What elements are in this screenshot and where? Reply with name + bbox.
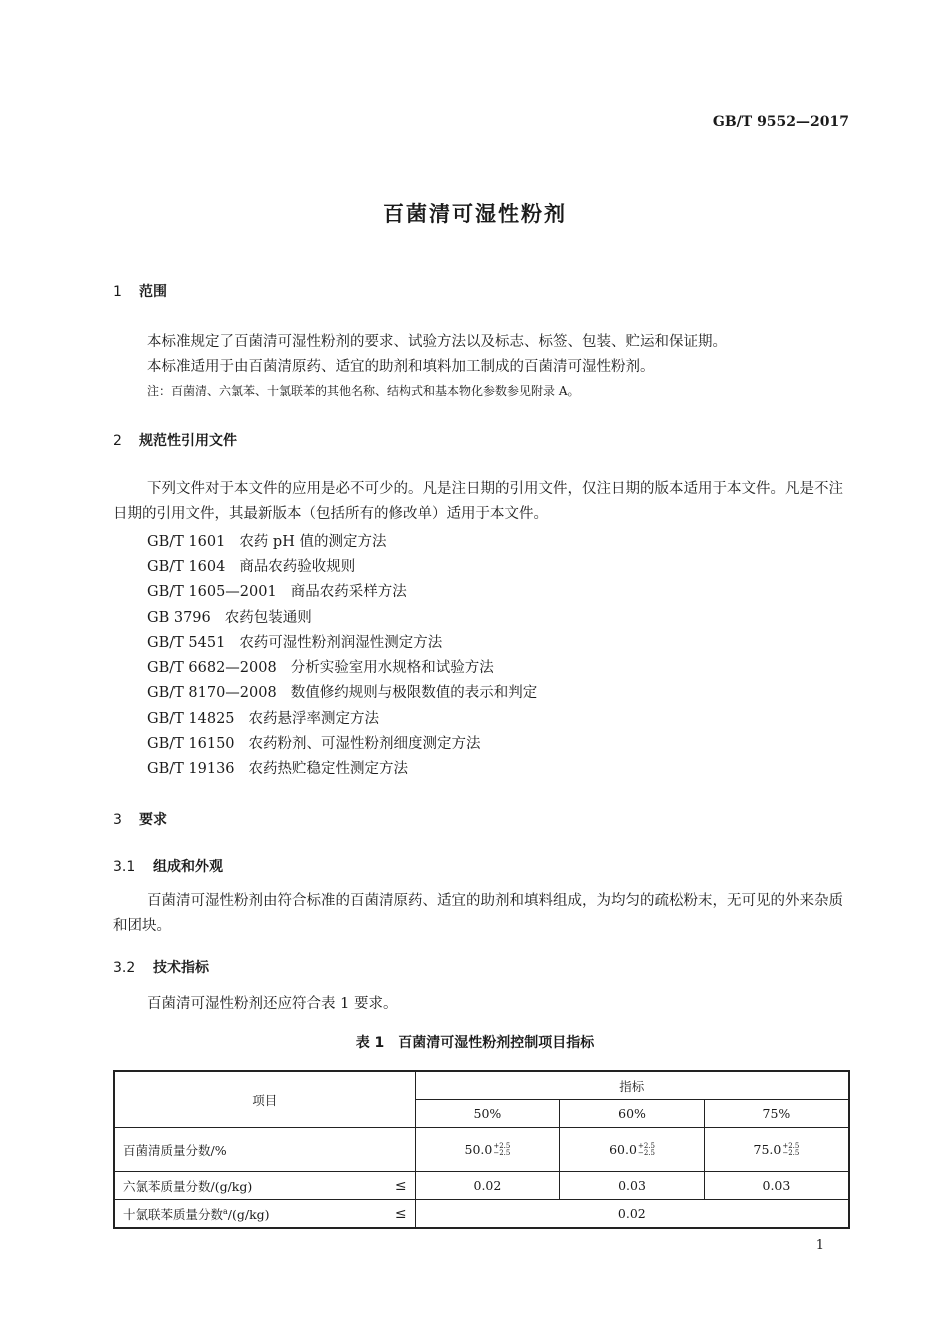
scope-note: 注：百菌清、六氯苯、十氯联苯的其他名称、结构式和基本物化参数参见附录 A。 xyxy=(147,384,580,398)
document-title: 百菌清可湿性粉剂 xyxy=(383,202,567,226)
reference-item: GB/T 19136 农药热贮稳定性测定方法 xyxy=(147,761,409,777)
footnote-marker: a xyxy=(223,1206,228,1216)
header-item: 项目 xyxy=(114,1071,415,1128)
table-cell-merged: 0.02 xyxy=(415,1200,849,1229)
table-cell: 50.0+2.5 −2.5 xyxy=(415,1128,560,1172)
composition-paragraph: 百菌清可湿性粉剂由符合标准的百菌清原药、适宜的助剂和填料组成，为均匀的疏松粉末，无可见的外来杂质和团块。 xyxy=(113,893,843,934)
reference-item: GB/T 16150 农药粉剂、可湿性粉剂细度测定方法 xyxy=(147,736,481,752)
subsection-title: 组成和外观 xyxy=(153,859,223,875)
tolerance: +2.5 −2.5 xyxy=(493,1142,511,1158)
tolerance: +2.5 −2.5 xyxy=(782,1142,800,1158)
subsection-title: 技术指标 xyxy=(153,960,209,976)
section-2-heading xyxy=(113,430,237,450)
reference-item: GB/T 14825 农药悬浮率测定方法 xyxy=(147,711,380,727)
table-row xyxy=(114,1128,849,1172)
subsection-3-2-heading xyxy=(113,957,209,977)
spec-table xyxy=(113,1070,850,1229)
scope-paragraph-1: 本标准规定了百菌清可湿性粉剂的要求、试验方法以及标志、标签、包装、贮运和保证期。 xyxy=(147,334,727,350)
section-number: 3 xyxy=(113,812,122,828)
header-60: 60% xyxy=(560,1100,705,1128)
le-symbol: ≤ xyxy=(394,1177,407,1194)
subsection-number: 3.2 xyxy=(113,960,136,976)
reference-item: GB/T 6682—2008 分析实验室用水规格和试验方法 xyxy=(147,660,494,676)
header-50: 50% xyxy=(415,1100,560,1128)
table-cell: 0.03 xyxy=(560,1172,705,1200)
reference-item: GB/T 1605—2001 商品农药采样方法 xyxy=(147,584,407,600)
section-number: 2 xyxy=(113,433,122,449)
section-number: 1 xyxy=(113,284,122,300)
section-title: 要求 xyxy=(139,812,167,828)
reference-item: GB 3796 农药包装通则 xyxy=(147,610,312,626)
section-title: 范围 xyxy=(139,284,167,300)
subsection-number: 3.1 xyxy=(113,859,136,875)
header-index: 指标 xyxy=(415,1071,849,1100)
section-1-heading xyxy=(113,281,167,301)
table-cell: 75.0+2.5 −2.5 xyxy=(704,1128,849,1172)
scope-paragraph-2: 本标准适用于由百菌清原药、适宜的助剂和填料加工制成的百菌清可湿性粉剂。 xyxy=(147,359,655,375)
standard-code: GB/T 9552—2017 xyxy=(712,114,849,130)
table-cell: 60.0+2.5 −2.5 xyxy=(560,1128,705,1172)
reference-item: GB/T 1601 农药 pH 值的测定方法 xyxy=(147,534,387,550)
table-row xyxy=(114,1200,849,1229)
row-item: 十氯联苯质量分数$^a$/(g/kg) ≤ xyxy=(114,1200,415,1229)
table-header-row xyxy=(114,1071,849,1100)
tolerance: +2.5 −2.5 xyxy=(637,1142,655,1158)
table-row xyxy=(114,1172,849,1200)
subsection-3-1-heading xyxy=(113,856,223,876)
row-item: 百菌清质量分数/% xyxy=(114,1128,415,1172)
reference-item: GB/T 1604 商品农药验收规则 xyxy=(147,559,356,575)
section-3-heading xyxy=(113,809,167,829)
technical-index-paragraph: 百菌清可湿性粉剂还应符合表 1 要求。 xyxy=(147,996,398,1012)
header-75: 75% xyxy=(704,1100,849,1128)
page-number: 1 xyxy=(815,1238,824,1253)
table-cell: 0.02 xyxy=(415,1172,560,1200)
le-symbol: ≤ xyxy=(394,1205,407,1222)
table-cell: 0.03 xyxy=(704,1172,849,1200)
reference-item: GB/T 5451 农药可湿性粉剂润湿性测定方法 xyxy=(147,635,443,651)
section-title: 规范性引用文件 xyxy=(139,433,237,449)
row-item: 六氯苯质量分数/(g/kg) ≤ xyxy=(114,1172,415,1200)
references-intro: 下列文件对于本文件的应用是必不可少的。凡是注日期的引用文件，仅注日期的版本适用于本文件。凡是不注日期的引用文件，其最新版本（包括所有的修改单）适用于本文件。 xyxy=(113,481,843,522)
reference-item: GB/T 8170—2008 数值修约规则与极限数值的表示和判定 xyxy=(147,685,538,701)
table-caption: 表 1 百菌清可湿性粉剂控制项目指标 xyxy=(355,1035,595,1051)
